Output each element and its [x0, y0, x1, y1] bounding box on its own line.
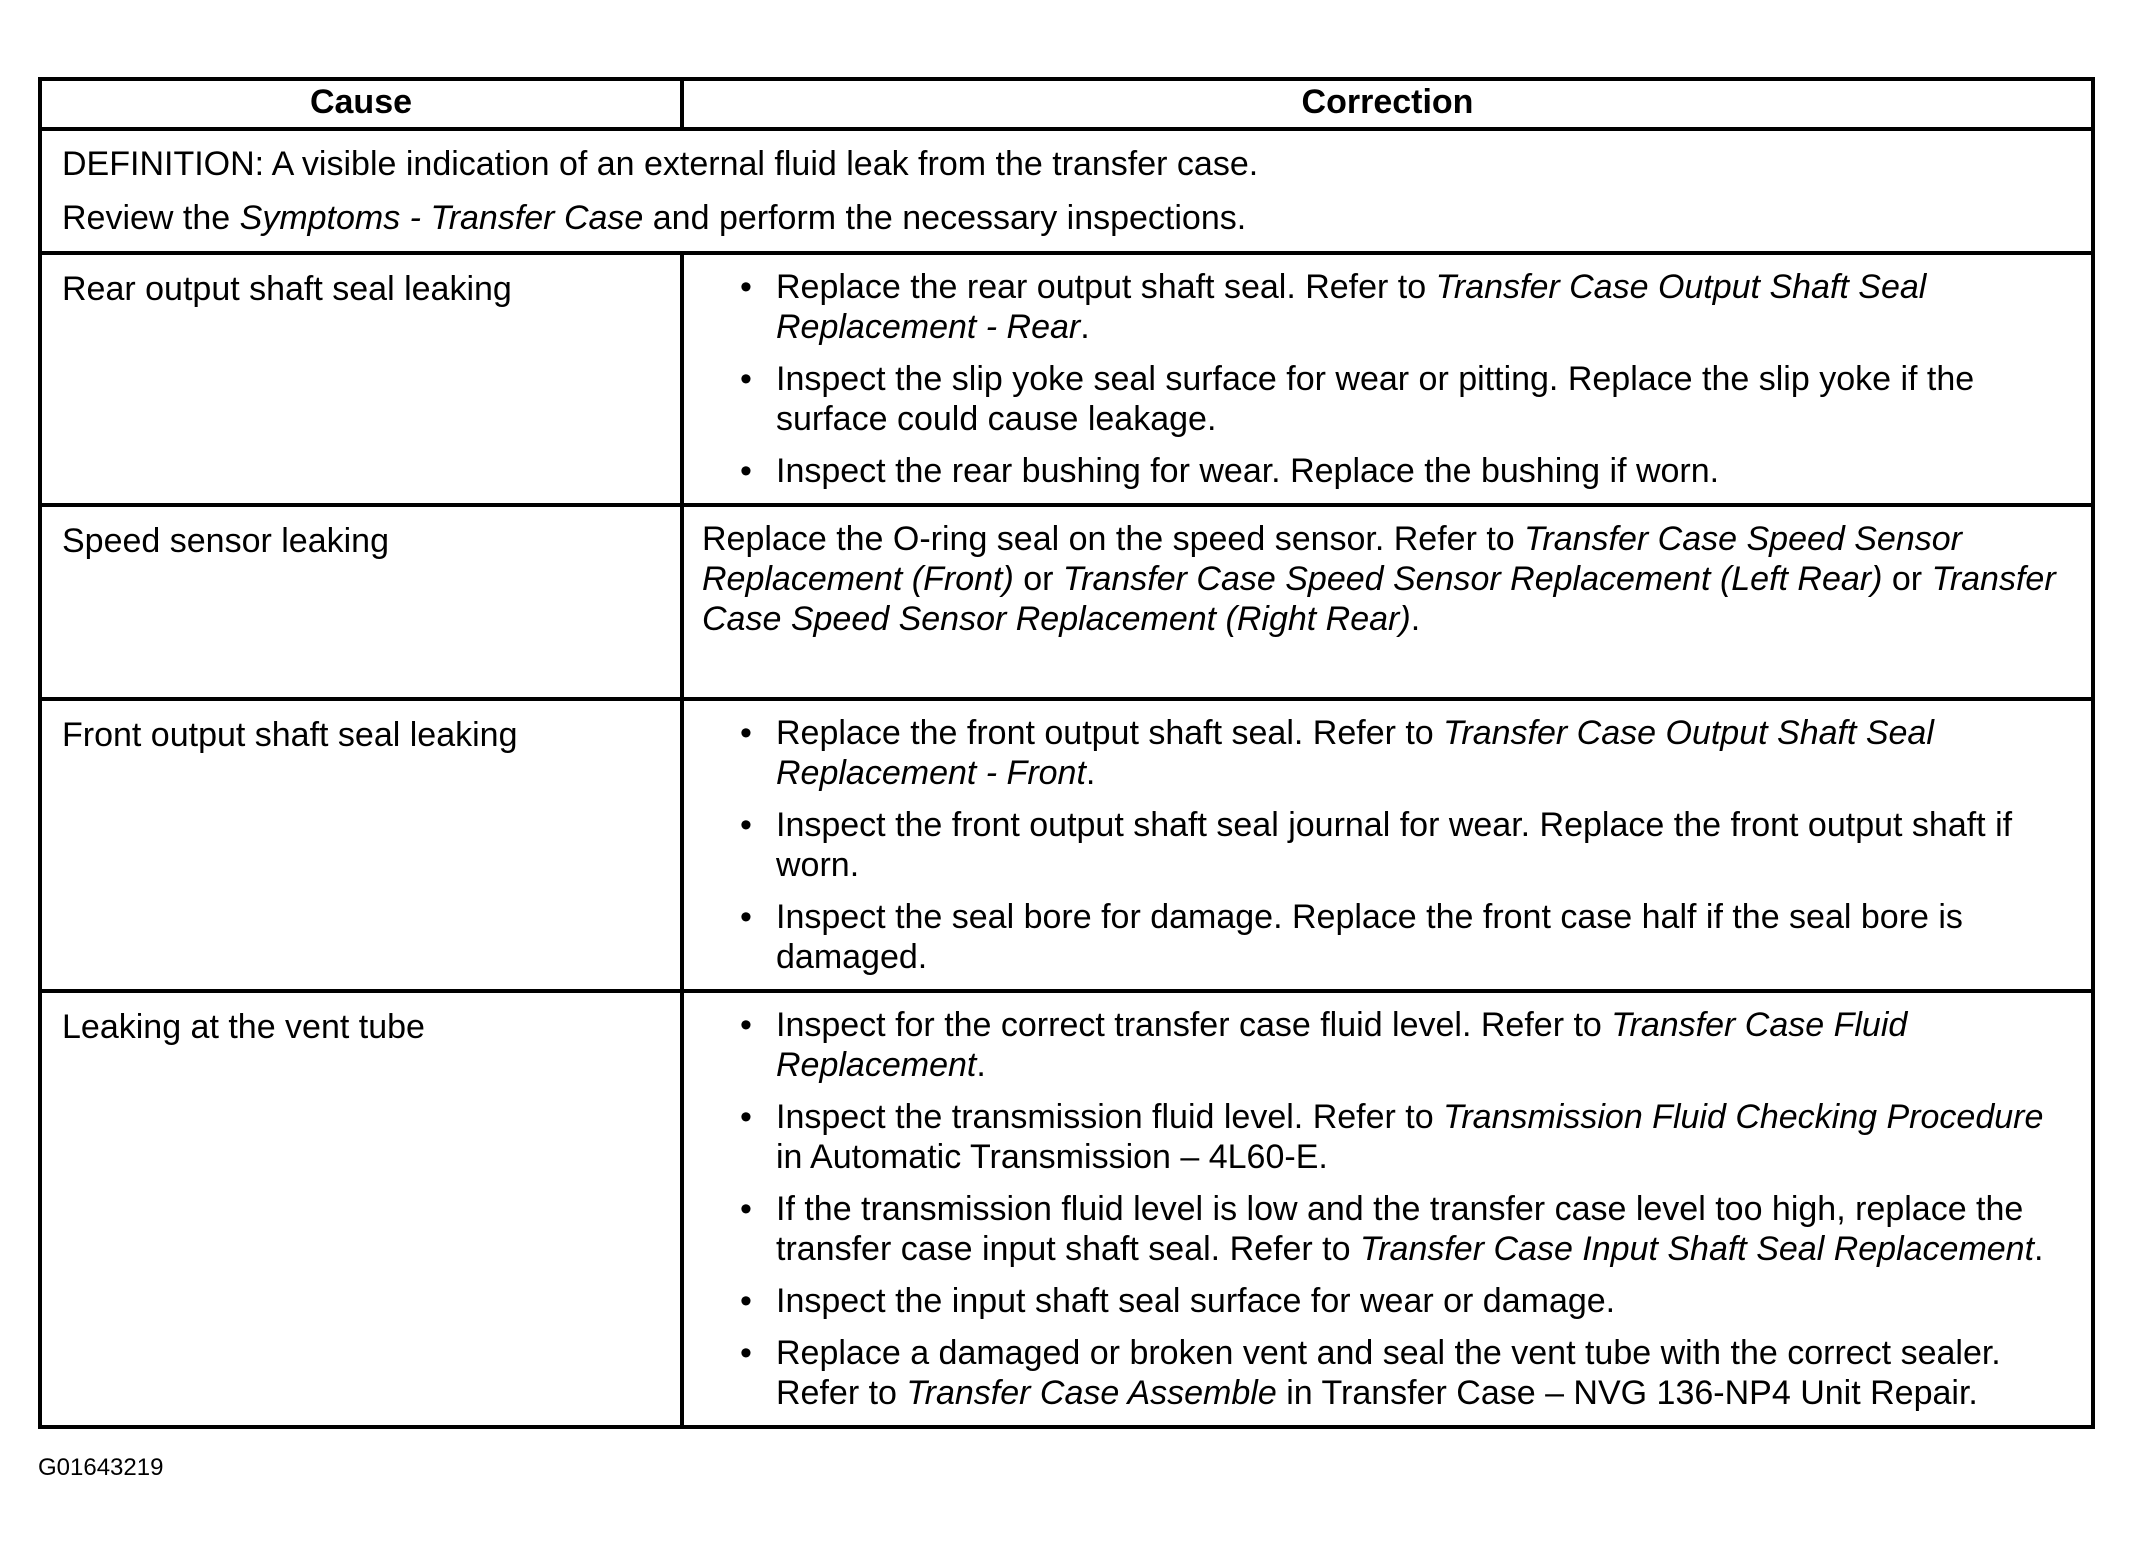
- item-text: or: [1013, 560, 1063, 598]
- item-reference: Transfer Case Speed Sensor Replacement (Front): [702, 520, 1962, 598]
- item-reference: Transfer Case Speed Sensor Replacement (Left Rear): [1062, 560, 1883, 598]
- item-text: Inspect the rear bushing for wear. Replace the bushing if worn.: [776, 452, 1720, 490]
- cause-cell: Front output shaft seal leaking: [40, 699, 682, 991]
- item-text: Inspect the input shaft seal surface for wear or damage.: [776, 1282, 1616, 1320]
- diagnosis-table: [38, 77, 2095, 1429]
- review-reference: Symptoms - Transfer Case: [239, 199, 644, 237]
- correction-cell: [682, 991, 2093, 1427]
- figure-id: G01643219: [38, 1454, 164, 1481]
- item-text: Replace a damaged or broken vent and seal the vent tube with the correct sealer. Refer to: [776, 1334, 2001, 1412]
- bullet-icon: •: [740, 360, 752, 398]
- correction-cell: [682, 505, 2093, 699]
- bullet-icon: •: [740, 1006, 752, 1044]
- item-text-after: .: [1085, 754, 1096, 792]
- bullet-icon: •: [740, 1334, 752, 1372]
- item-text: Replace the front output shaft seal. Refer to: [776, 714, 1444, 752]
- bullet-icon: •: [740, 452, 752, 490]
- item-text-after: in Automatic Transmission – 4L60-E.: [776, 1138, 1328, 1176]
- definition-row: [40, 129, 2093, 253]
- table-row: [40, 505, 2093, 699]
- item-text-after: .: [976, 1046, 986, 1084]
- bullet-icon: •: [740, 1282, 752, 1320]
- cause-cell: Rear output shaft seal leaking: [40, 253, 682, 505]
- item-reference: Transfer Case Input Shaft Seal Replacement: [1359, 1230, 2035, 1268]
- bullet-icon: •: [740, 898, 752, 936]
- cause-cell: Speed sensor leaking: [40, 505, 682, 699]
- item-reference: Transmission Fluid Checking Procedure: [1443, 1098, 2044, 1136]
- correction-item: [740, 267, 2079, 347]
- correction-cell: [682, 253, 2093, 505]
- correction-item: [740, 1189, 2079, 1269]
- correction-item: [740, 359, 2079, 439]
- item-reference: Transfer Case Fluid Replacement: [776, 1006, 1908, 1084]
- review-text: [62, 191, 2071, 245]
- header-correction: Correction: [682, 79, 2093, 129]
- item-reference: Transfer Case Output Shaft Seal Replacement - Front: [776, 714, 1934, 792]
- bullet-icon: •: [740, 1098, 752, 1136]
- table-row: [40, 699, 2093, 991]
- definition-cell: [40, 129, 2093, 253]
- item-text: Inspect the slip yoke seal surface for wear or pitting. Replace the slip yoke if the surface could cause leakage.: [776, 360, 1975, 438]
- correction-item: [740, 1005, 2079, 1085]
- bullet-icon: •: [740, 268, 752, 306]
- review-prefix: Review the: [62, 199, 240, 237]
- bullet-icon: •: [740, 1190, 752, 1228]
- correction-list: [740, 267, 2079, 491]
- correction-list: [740, 713, 2079, 977]
- correction-item: [740, 897, 2079, 977]
- correction-item: [740, 713, 2079, 793]
- correction-list: [740, 1005, 2079, 1413]
- header-row: [40, 79, 2093, 129]
- correction-item: [740, 1281, 2079, 1321]
- table-row: [40, 253, 2093, 505]
- item-text: or: [1882, 560, 1932, 598]
- correction-item: [740, 1333, 2079, 1413]
- bullet-icon: •: [740, 714, 752, 752]
- correction-item: [740, 451, 2079, 491]
- item-text: Inspect the seal bore for damage. Replace the front case half if the seal bore is damaged.: [776, 898, 1963, 976]
- item-reference: Transfer Case Output Shaft Seal Replacement - Rear: [776, 268, 1927, 346]
- item-text: Replace the rear output shaft seal. Refer to: [776, 268, 1436, 306]
- correction-item: [740, 805, 2079, 885]
- item-reference: Transfer Case Assemble: [906, 1374, 1277, 1412]
- item-text: Inspect the front output shaft seal journal for wear. Replace the front output shaft if worn.: [776, 806, 2013, 884]
- header-cause: Cause: [40, 79, 682, 129]
- review-suffix: and perform the necessary inspections.: [643, 199, 1247, 237]
- item-text: Inspect the transmission fluid level. Refer to: [776, 1098, 1444, 1136]
- definition-text: DEFINITION: A visible indication of an external fluid leak from the transfer case.: [62, 145, 1259, 183]
- item-text-after: .: [1080, 308, 1090, 346]
- item-text-after: .: [1410, 600, 1421, 638]
- correction-cell: [682, 699, 2093, 991]
- item-text-after: .: [2034, 1230, 2044, 1268]
- item-text: Inspect for the correct transfer case fluid level. Refer to: [776, 1006, 1612, 1044]
- item-text: If the transmission fluid level is low and the transfer case level too high, replace the transfer case input shaft seal. Refer to: [776, 1190, 2024, 1268]
- table-row: [40, 991, 2093, 1427]
- correction-item: [740, 1097, 2079, 1177]
- bullet-icon: •: [740, 806, 752, 844]
- item-reference: Transfer Case Speed Sensor Replacement (Right Rear): [702, 560, 2056, 638]
- item-text: Replace the O-ring seal on the speed sensor. Refer to: [702, 520, 1525, 558]
- cause-cell: Leaking at the vent tube: [40, 991, 682, 1427]
- item-text-after: in Transfer Case – NVG 136-NP4 Unit Repair.: [1276, 1374, 1978, 1412]
